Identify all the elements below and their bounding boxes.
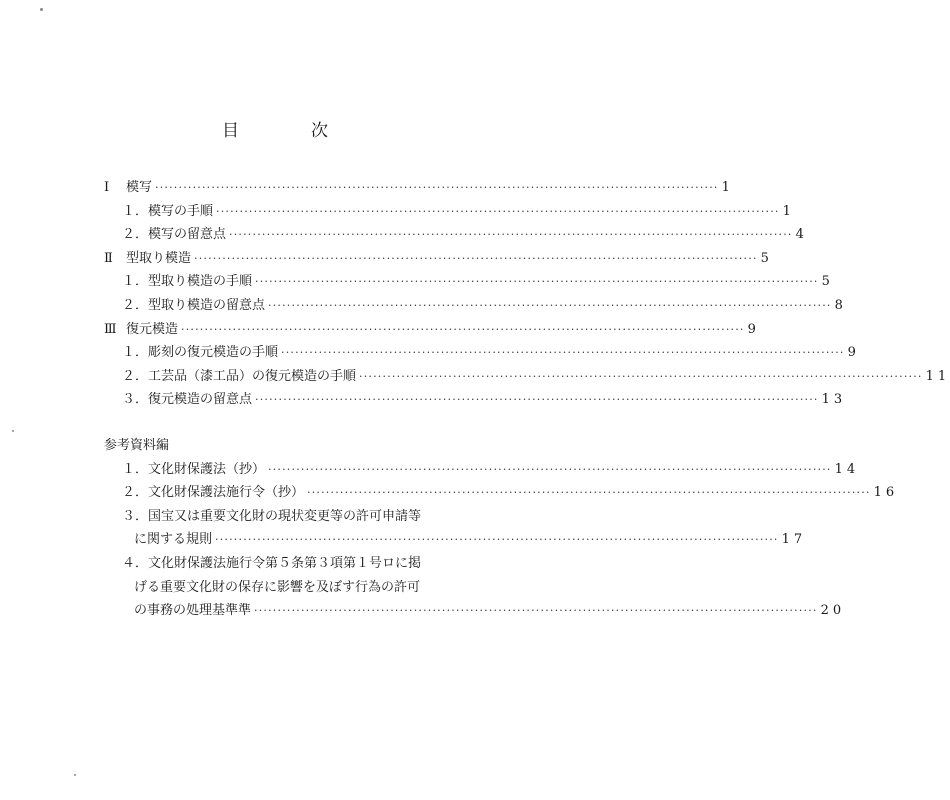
chapter-numeral: Ⅲ [104, 321, 117, 337]
toc-entry-text: 復元模造 [126, 321, 179, 337]
toc-page-number: 4 [795, 227, 808, 243]
toc-page-number: 1 [721, 180, 734, 195]
toc-entry-text: ２．型取り模造の留意点 [122, 297, 266, 313]
toc-entry [104, 528, 807, 552]
toc-entry-label [134, 599, 251, 618]
toc-entry-text: ２．模写の留意点 [122, 227, 227, 243]
toc-entry-text: げる重要文化財の保存に影響を及ぼす行為の許可 [134, 579, 421, 595]
toc-entry [104, 481, 899, 505]
toc-page-number: 17 [781, 532, 807, 548]
toc-entry-text: に関する規則 [134, 532, 213, 548]
toc-entry-text: 型取り模造 [126, 250, 192, 266]
scan-speck [74, 774, 76, 776]
toc-entry [104, 505, 490, 529]
chapter-numeral: Ⅰ [104, 180, 110, 195]
toc-entry-text: ２．工芸品（漆工品）の復元模造の手順 [122, 368, 357, 384]
leader-dots: ························································································································ [255, 393, 819, 407]
leader-dots: ························································································································ [254, 604, 818, 618]
toc-entry-text: １．文化財保護法（抄） [122, 461, 266, 477]
toc-page-number: 1 [782, 203, 795, 219]
toc-chapter [104, 318, 760, 342]
leader-dots: ························································································································ [194, 251, 758, 265]
toc-entry-label [122, 341, 278, 360]
toc-page-number: 13 [821, 392, 847, 408]
appendix-heading-text: 参考資料編 [104, 437, 170, 453]
toc-entry-label [122, 223, 226, 242]
leader-dots: ························································································································ [181, 322, 745, 336]
toc-chapter [104, 176, 734, 200]
leader-dots: ························································································································ [229, 228, 793, 242]
toc-entry-label [122, 388, 252, 407]
leader-dots: ························································································································ [216, 204, 780, 218]
toc-entry-label [122, 481, 304, 500]
toc-page-number: 14 [834, 461, 860, 477]
toc-entry-label [104, 247, 191, 266]
toc-page-number: 9 [847, 345, 860, 361]
title-char-left: 目 [222, 121, 239, 141]
leader-dots: ························································································································ [268, 462, 832, 476]
toc-entry-label [104, 176, 152, 195]
toc-entry-label [122, 365, 356, 384]
toc-entry [104, 458, 860, 482]
toc-entry [104, 200, 795, 224]
toc-page-number: 8 [834, 297, 847, 313]
toc-entry-text: の事務の処理基準準 [134, 603, 252, 619]
toc-page-number: 20 [820, 603, 846, 619]
toc-entry-text: １．彫刻の復元模造の手順 [122, 345, 279, 361]
toc-page-number: 5 [821, 274, 834, 290]
toc-entry [104, 365, 950, 389]
leader-dots: ························································································································ [255, 275, 819, 289]
leader-dots: ························································································································ [215, 533, 779, 547]
toc-page-number: 11 [925, 368, 950, 384]
chapter-numeral: Ⅱ [104, 250, 113, 266]
leader-dots: ························································································································ [155, 181, 719, 194]
toc-entry-text: ４．文化財保護法施行令第５条第３項第１号ロに掲 [122, 555, 422, 571]
toc-entry [104, 270, 834, 294]
toc-entry-text: 模写 [126, 180, 153, 195]
toc-entry [104, 576, 490, 600]
toc-entry-label [134, 576, 420, 595]
scan-speck [40, 8, 43, 11]
toc-entry-text: １．型取り模造の手順 [122, 274, 253, 290]
leader-dots: ························································································································ [307, 486, 871, 500]
toc-entry-text: ２．文化財保護法施行令（抄） [122, 485, 305, 501]
scan-speck [12, 430, 14, 432]
toc-entry [104, 388, 847, 412]
toc-page-number: 9 [747, 321, 760, 337]
appendix-heading [104, 434, 490, 458]
toc-page-number: 16 [873, 485, 899, 501]
toc-entry-text: ３．国宝又は重要文化財の現状変更等の許可申請等 [122, 508, 422, 524]
table-of-contents [104, 176, 950, 623]
toc-entry [104, 599, 846, 623]
toc-entry-text: ３．復元模造の留意点 [122, 392, 253, 408]
toc-entry-label [122, 294, 265, 313]
toc-entry-label [122, 458, 265, 477]
title-char-right: 次 [311, 121, 328, 141]
toc-entry [104, 552, 490, 576]
leader-dots: ························································································································ [281, 346, 845, 360]
toc-entry-text: １．模写の手順 [122, 203, 214, 219]
page-title [0, 116, 550, 141]
toc-page-number: 5 [760, 250, 773, 266]
toc-entry-label [104, 318, 178, 337]
toc-entry-label [122, 552, 421, 571]
toc-entry [104, 223, 808, 247]
toc-entry [104, 341, 860, 365]
toc-entry-label [122, 505, 421, 524]
toc-entry-label [122, 200, 213, 219]
leader-dots: ························································································································ [359, 369, 923, 383]
toc-entry-label [122, 270, 252, 289]
toc-entry-label [134, 528, 212, 547]
leader-dots: ························································································································ [268, 298, 832, 312]
toc-entry [104, 294, 847, 318]
toc-chapter [104, 247, 773, 271]
